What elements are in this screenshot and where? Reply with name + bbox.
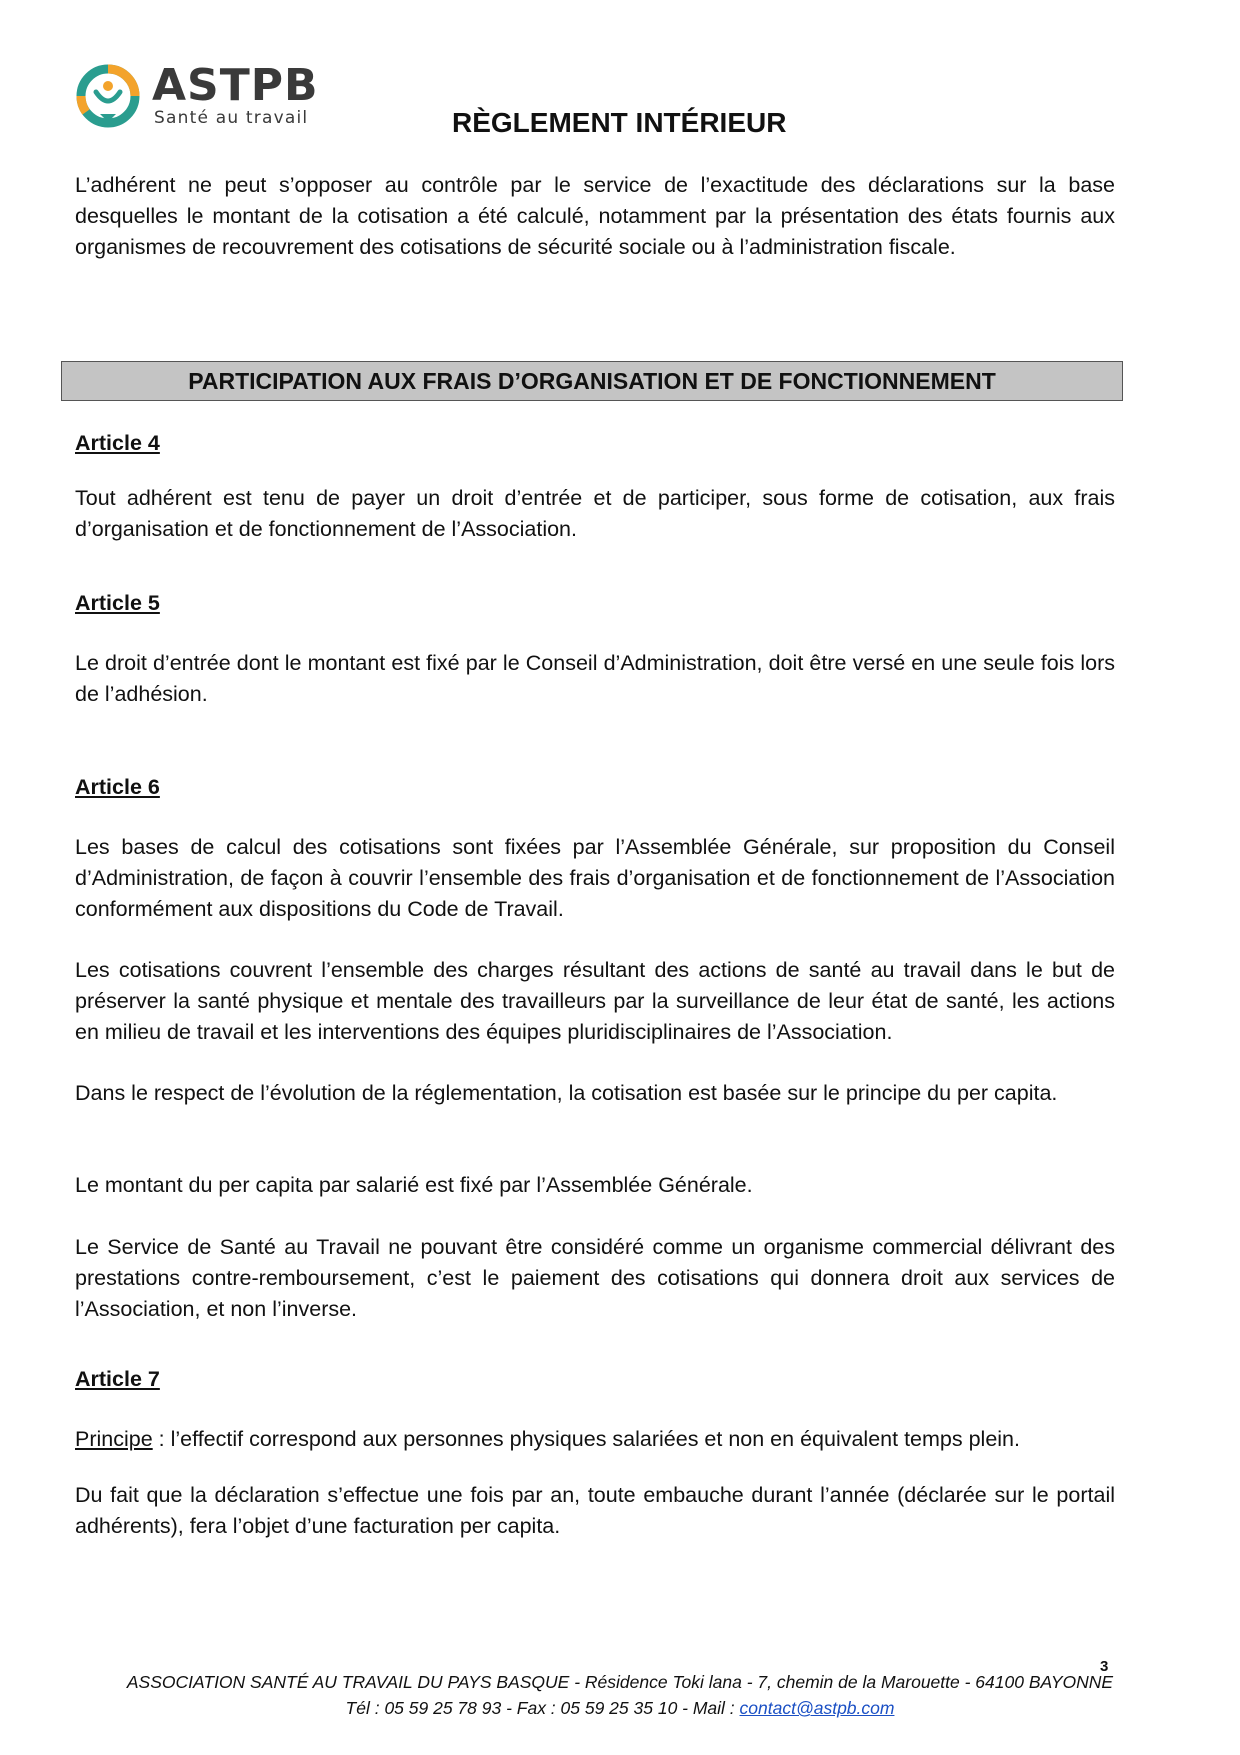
article-6-paragraph-4: Le montant du per capita par salarié est fixé par l’Assemblée Générale. — [75, 1173, 753, 1197]
principle-text: : l’effectif correspond aux personnes physiques salariées et non en équivalent temps plein. — [152, 1427, 1020, 1451]
article-5-heading: Article 5 — [75, 591, 160, 615]
article-5-paragraph: Le droit d’entrée dont le montant est fixé par le Conseil d’Administration, doit être versé en une seule fois lors de l’adhésion. — [75, 651, 1115, 706]
footer-contact — [0, 1696, 1240, 1720]
footer-address: ASSOCIATION SANTÉ AU TRAVAIL DU PAYS BASQUE - Résidence Toki lana - 7, chemin de la Marouette - 64100 BAYONNE — [126, 1672, 1114, 1692]
section-heading: PARTICIPATION AUX FRAIS D’ORGANISATION ET DE FONCTIONNEMENT — [188, 368, 996, 394]
astpb-logo — [76, 60, 319, 130]
article-6-heading: Article 6 — [75, 775, 160, 799]
page-number: 3 — [1100, 1658, 1109, 1675]
logo-tagline: Santé au travail — [154, 108, 309, 128]
intro-paragraph: L’adhérent ne peut s’opposer au contrôle par le service de l’exactitude des déclarations sur la base desquelles le montant de la cotisation a été calculé, notamment par la présentation des états fournis aux organismes de recouvrement des cotisations de sécurité sociale ou à l’administration fiscale. — [75, 173, 1115, 259]
footer-email-link[interactable]: contact@astpb.com — [739, 1698, 895, 1718]
article-7-heading: Article 7 — [75, 1367, 160, 1391]
article-4-paragraph: Tout adhérent est tenu de payer un droit d’entrée et de participer, sous forme de cotisation, aux frais d’organisation et de fonctionnement de l’Association. — [75, 486, 1115, 541]
article-7-principle — [75, 1424, 1115, 1455]
logo-name: ASTPB — [152, 60, 319, 111]
footer-contact-text: Tél : 05 59 25 78 93 - Fax : 05 59 25 35 10 - Mail : — [345, 1698, 740, 1718]
principle-label: Principe — [75, 1427, 153, 1451]
section-heading-band — [61, 361, 1123, 401]
document-title: RÈGLEMENT INTÉRIEUR — [452, 107, 787, 138]
article-6-paragraph-3: Dans le respect de l’évolution de la réglementation, la cotisation est basée sur le principe du per capita. — [75, 1081, 1058, 1105]
astpb-emblem-icon — [76, 64, 140, 128]
article-6-paragraph-2: Les cotisations couvrent l’ensemble des charges résultant des actions de santé au travail dans le but de préserver la santé physique et mentale des travailleurs par la surveillance de leur état de santé, les actions en milieu de travail et les interventions des équipes pluridisciplinaires de l’Association. — [75, 958, 1115, 1044]
article-6-paragraph-5: Le Service de Santé au Travail ne pouvant être considéré comme un organisme commercial délivrant des prestations contre-remboursement, c’est le paiement des cotisations qui donnera droit aux services de l’Association, et non l’inverse. — [75, 1235, 1115, 1321]
article-7-paragraph-2: Du fait que la déclaration s’effectue une fois par an, toute embauche durant l’année (déclarée sur le portail adhérents), fera l’objet d’une facturation per capita. — [75, 1483, 1115, 1538]
article-4-heading: Article 4 — [75, 431, 160, 455]
article-6-paragraph-1: Les bases de calcul des cotisations sont fixées par l’Assemblée Générale, sur proposition du Conseil d’Administration, de façon à couvrir l’ensemble des frais d’organisation et de fonctionnement de l’Association conformément aux dispositions du Code de Travail. — [75, 835, 1115, 921]
